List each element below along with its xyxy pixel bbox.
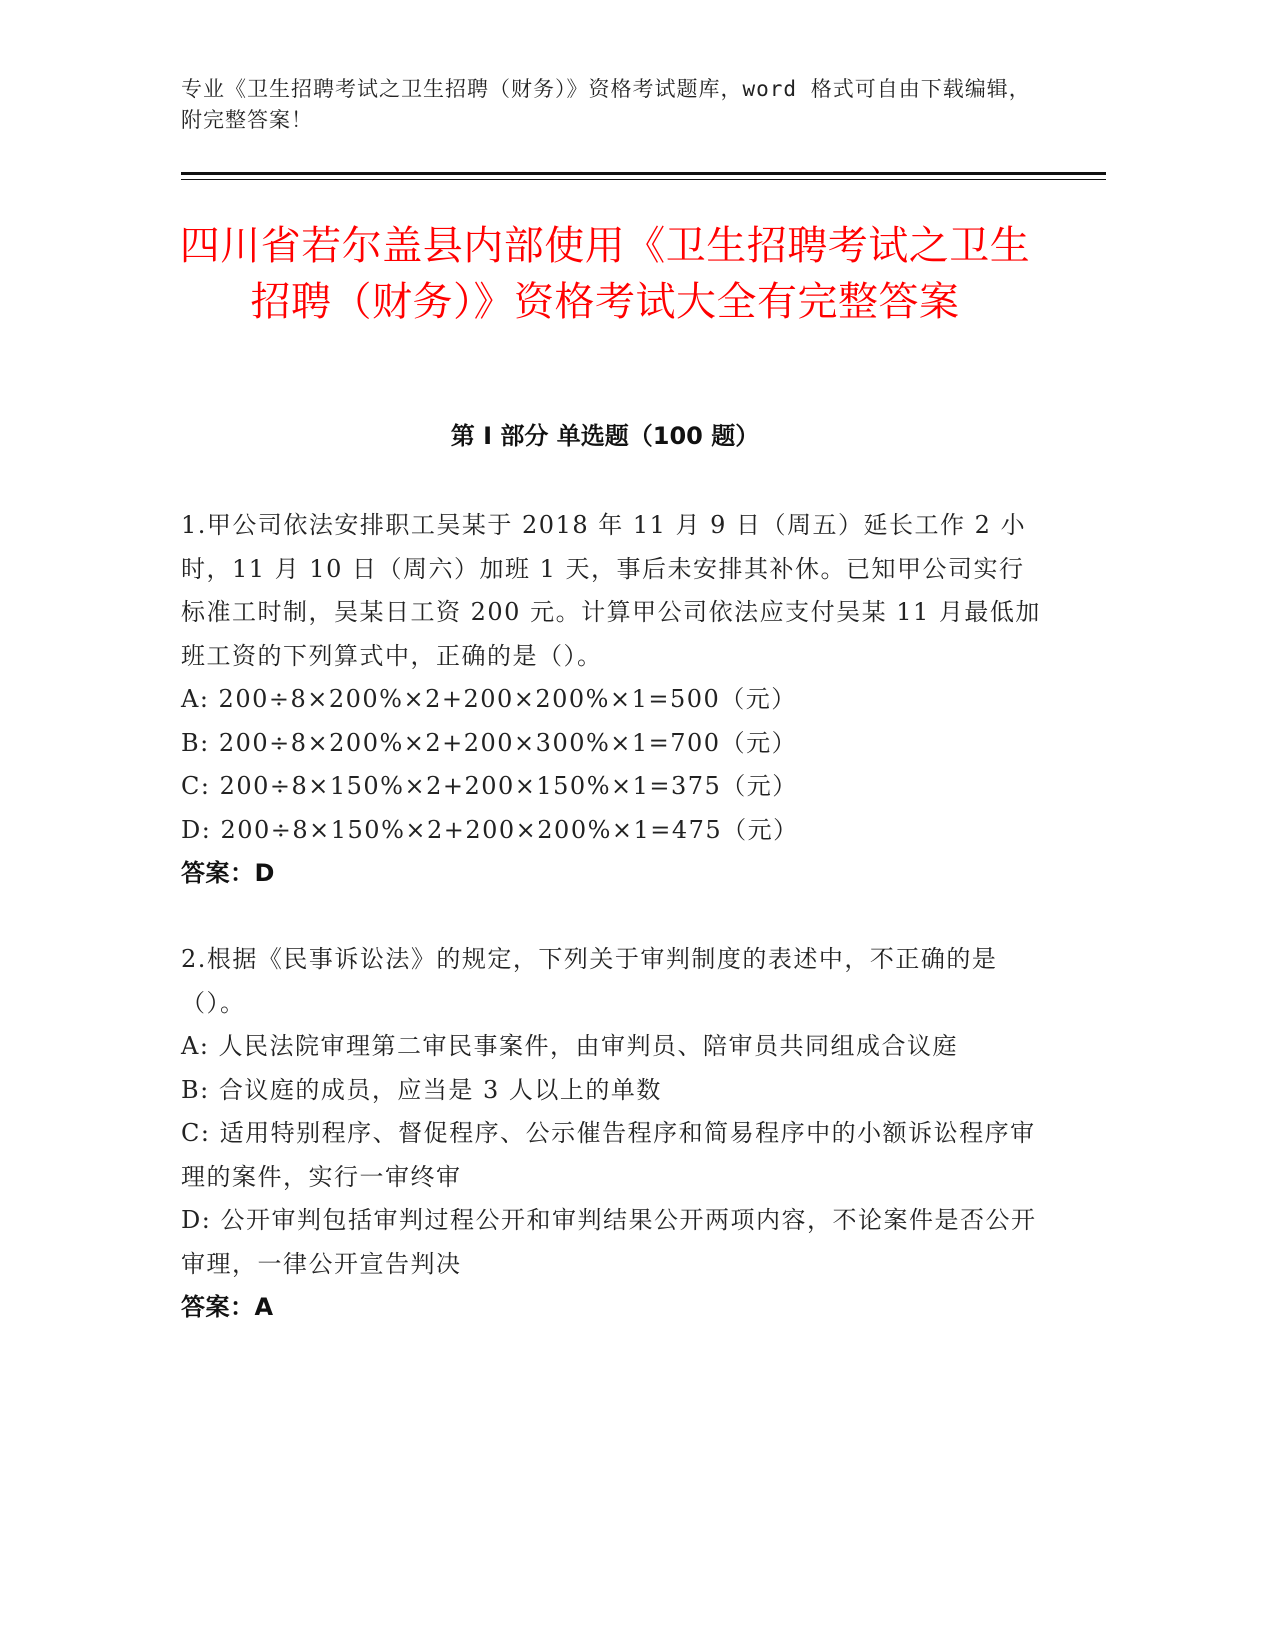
- option-c: C: 适用特别程序、督促程序、公示催告程序和简易程序中的小额诉讼程序审理的案件，实行一审终审: [181, 1119, 1036, 1191]
- question-stem: 1.甲公司依法安排职工吴某于 2018 年 11 月 9 日（周五）延长工作 2 小时，11 月 10 日（周六）加班 1 天，事后未安排其补休。已知甲公司实行标准工时制，吴某日工资 200 元。计算甲公司依法应支付吴某 11 月最低加班工资的下列算式中，正确的是（）。: [181, 511, 1041, 670]
- answer: 答案：D: [181, 859, 275, 887]
- option-a: A: 人民法院审理第二审民事案件，由审判员、陪审员共同组成合议庭: [181, 1032, 959, 1060]
- header-note: 专业《卫生招聘考试之卫生招聘（财务）》资格考试题库，word 格式可自由下载编辑，附完整答案！: [181, 77, 1031, 132]
- document-title: 四川省若尔盖县内部使用《卫生招聘考试之卫生招聘（财务）》资格考试大全有完整答案: [179, 223, 1031, 325]
- section-title: 第 I 部分 单选题（100 题）: [450, 422, 760, 450]
- option-a: A: 200÷8×200%×2+200×200%×1=500（元）: [181, 685, 797, 713]
- header-rule-thick: [181, 172, 1106, 175]
- option-d: D: 公开审判包括审判过程公开和审判结果公开两项内容，不论案件是否公开审理，一律公开宣告判决: [181, 1206, 1037, 1278]
- answer: 答案：A: [181, 1293, 274, 1321]
- header-rule-thin: [181, 179, 1106, 180]
- option-b: B: 200÷8×200%×2+200×300%×1=700（元）: [181, 728, 798, 757]
- option-c: C: 200÷8×150%×2+200×150%×1=375（元）: [181, 772, 798, 800]
- question-2: [181, 938, 1041, 1330]
- option-b: B: 合议庭的成员，应当是 3 人以上的单数: [181, 1075, 662, 1104]
- option-d: D: 200÷8×150%×2+200×200%×1=475（元）: [181, 815, 799, 844]
- question-stem: 2.根据《民事诉讼法》的规定，下列关于审判制度的表述中，不正确的是（）。: [181, 945, 998, 1017]
- question-1: [181, 504, 1041, 896]
